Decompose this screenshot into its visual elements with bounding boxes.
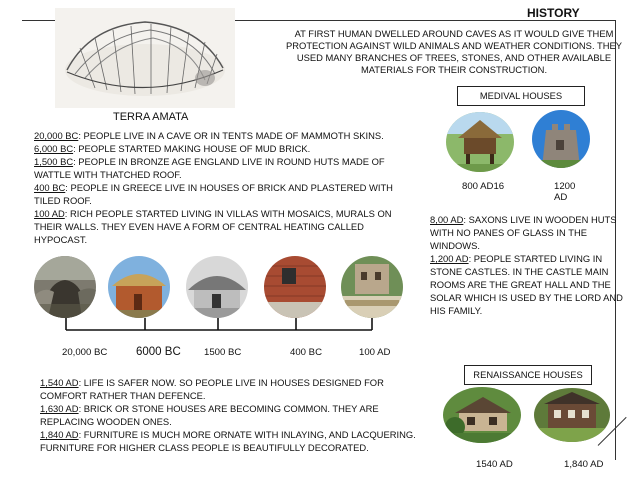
entry-text: : LIFE IS SAFER NOW. SO PEOPLE LIVE IN HOUSES DESIGNED FOR COMFORT RATHER THAN DEFENCE. xyxy=(40,377,384,401)
entry-text: : RICH PEOPLE STARTED LIVING IN VILLAS WITH MOSAICS, MURALS ON THEIR WALLS. THEY EVEN HAVE A FORM OF CENTRAL HEATING CALLED HYPOCAST. xyxy=(34,208,392,245)
list-item xyxy=(34,181,410,207)
list-item xyxy=(34,142,410,155)
entry-text: : PEOPLE STARTED LIVING IN STONE CASTLES. IN THE CASTLE MAIN ROOMS ARE THE GREAT HALL AND THE SOLAR WHICH IS USED BY THE LORD AND HIS FAMILY. xyxy=(430,253,623,316)
terra-amata-sketch xyxy=(55,8,235,108)
entry-date: 1,200 AD xyxy=(430,253,469,264)
list-item xyxy=(34,155,410,181)
cave-photo xyxy=(34,256,96,318)
entry-date: 8,00 AD xyxy=(430,214,464,225)
timeline-label: 100 AD xyxy=(359,347,391,358)
timeline-label: 1500 BC xyxy=(204,347,242,358)
timeline-label: 6000 BC xyxy=(136,346,181,358)
renaissance-image-label: 1540 AD xyxy=(476,459,513,470)
tudor-house-photo xyxy=(443,387,521,443)
entry-text: : SAXONS LIVE IN WOODEN HUTS WITH NO PANES OF GLASS IN THE WINDOWS. xyxy=(430,214,617,251)
list-item xyxy=(34,207,410,246)
entry-date: 400 BC xyxy=(34,182,66,193)
brick-house-photo xyxy=(264,256,326,318)
later-history-list xyxy=(40,376,432,454)
medieval-history-list xyxy=(430,213,624,317)
entry-date: 6,000 BC xyxy=(34,143,74,154)
victorian-house-photo xyxy=(534,388,610,442)
medieval-houses-heading: MEDIVAL HOUSES xyxy=(457,86,585,106)
saxon-hut-photo xyxy=(446,112,514,172)
list-item xyxy=(430,213,624,252)
entry-text: : PEOPLE LIVE IN A CAVE OR IN TENTS MADE OF MAMMOTH SKINS. xyxy=(78,130,384,141)
stone-castle-photo xyxy=(532,110,590,168)
entry-date: 20,000 BC xyxy=(34,130,79,141)
ancient-history-list xyxy=(34,129,410,246)
intro-text: AT FIRST HUMAN DWELLED AROUND CAVES AS IT WOULD GIVE THEM PROTECTION AGAINST WILD ANIMALS AND WEATHER CONDITIONS. THEY USED MANY BRANCHES OF TREES, STONES, AND OTHER AVAILABLE MATERIALS FOR THEIR CONSTRUCTION. xyxy=(286,28,622,75)
round-hut-photo xyxy=(186,256,248,318)
list-item xyxy=(40,402,432,428)
entry-text: : FURNITURE IS MUCH MORE ORNATE WITH INLAYING, AND LACQUERING. FURNITURE FOR HIGHER CLASS PEOPLE IS BEAUTIFULLY DECORATED. xyxy=(40,429,416,453)
sketch-caption: TERRA AMATA xyxy=(113,111,189,123)
list-item xyxy=(34,129,410,142)
entry-date: 1,540 AD xyxy=(40,377,79,388)
roman-villa-photo xyxy=(341,256,403,318)
medieval-image-label: 800 AD16 xyxy=(462,181,505,192)
entry-text: : BRICK OR STONE HOUSES ARE BECOMING COMMON. THEY ARE REPLACING WOODEN ONES. xyxy=(40,403,379,427)
renaissance-houses-heading: RENAISSANCE HOUSES xyxy=(464,365,592,385)
entry-date: 1,840 AD xyxy=(40,429,79,440)
medieval-image-label: 1200 AD xyxy=(554,181,576,203)
entry-text: : PEOPLE IN GREECE LIVE IN HOUSES OF BRICK AND PLASTERED WITH TILED ROOF. xyxy=(34,182,393,206)
mud-brick-hut-photo xyxy=(108,256,170,318)
entry-date: 100 AD xyxy=(34,208,65,219)
timeline-label: 400 BC xyxy=(290,347,322,358)
timeline-line xyxy=(60,316,380,336)
entry-text: : PEOPLE STARTED MAKING HOUSE OF MUD BRICK. xyxy=(73,143,311,154)
entry-date: 1,500 BC xyxy=(34,156,74,167)
list-item xyxy=(430,252,624,317)
entry-date: 1,630 AD xyxy=(40,403,79,414)
list-item xyxy=(40,376,432,402)
renaissance-image-label: 1,840 AD xyxy=(564,459,604,470)
entry-text: : PEOPLE IN BRONZE AGE ENGLAND LIVE IN ROUND HUTS MADE OF WATTLE WITH THATCHED ROOF. xyxy=(34,156,385,180)
timeline-label: 20,000 BC xyxy=(62,347,108,358)
page-title: HISTORY xyxy=(527,6,580,20)
list-item xyxy=(40,428,432,454)
